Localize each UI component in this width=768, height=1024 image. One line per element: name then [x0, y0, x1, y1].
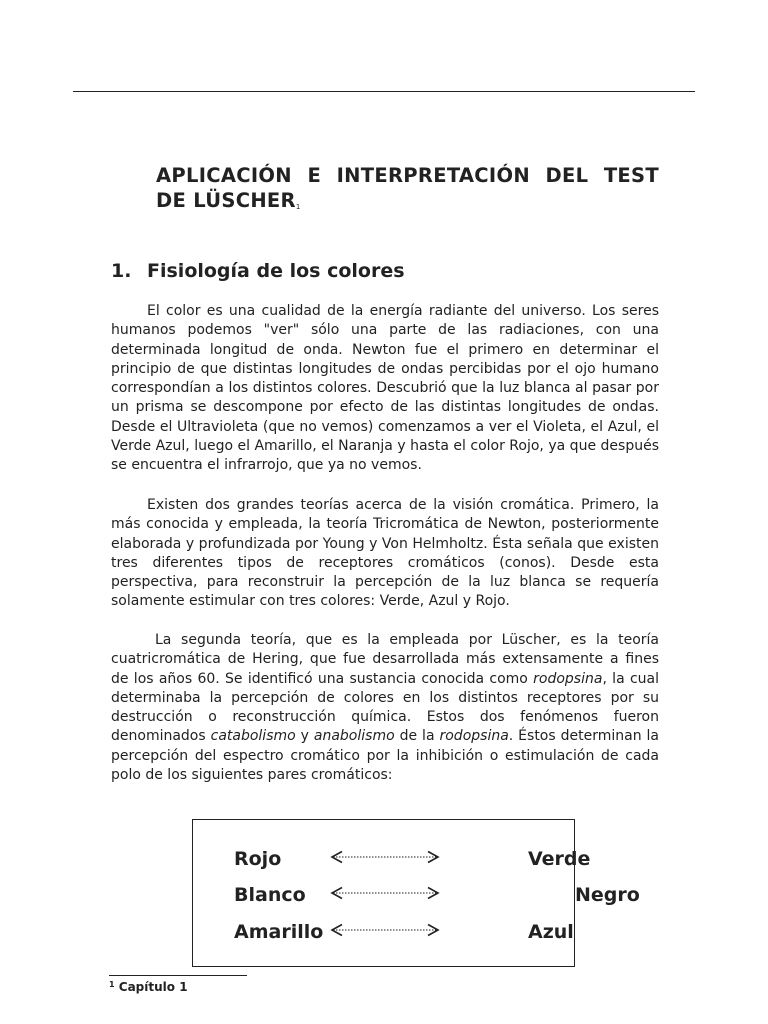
pair-2-left: Blanco [234, 884, 306, 906]
paragraph-3-text: de la [394, 728, 440, 745]
footnote-rule [109, 975, 247, 976]
double-arrow-icon [330, 886, 440, 900]
pair-1-right: Verde [528, 848, 591, 870]
paragraph-3-text: y [295, 728, 314, 745]
paragraph-3-text: , la cual determinaba la percepción de colores en los distintos receptores por su destrucción o reconstrucción química. Estos dos fenómenos fueron denominados [111, 670, 659, 745]
double-arrow-icon [330, 850, 440, 864]
double-arrow-icon [330, 923, 440, 937]
paragraph-3 [111, 631, 659, 785]
section-number: 1. [111, 260, 132, 282]
paragraph-3-text: . Éstos determinan la percepción del espectro cromático por la inhibición o estimulación de cada polo de los siguientes pares cromáticos: [111, 728, 659, 784]
header-rule [73, 91, 695, 92]
footnote-ref: 1 [109, 980, 115, 989]
footnote-text: Capítulo 1 [118, 980, 188, 994]
italic-term: rodopsina [533, 670, 603, 687]
italic-term: rodopsina [439, 728, 509, 745]
title-footnote-ref: 1 [295, 203, 301, 211]
document-title-text: APLICACIÓN E INTERPRETACIÓN DEL TEST DE LÜSCHER [156, 164, 659, 212]
italic-term: catabolismo [210, 728, 296, 745]
paragraph-2: Existen dos grandes teorías acerca de la visión cromática. Primero, la más conocida y empleada, la teoría Tricromática de Newton, posteriormente elaborada y profundizada por Young y Von Helmholtz. Ésta señala que existen tres diferentes tipos de receptores cromáticos (conos). Desde esta perspectiva, para reconstruir la percepción de la luz blanca se requería solamente estimular con tres colores: Verde, Azul y Rojo. [111, 497, 659, 610]
paragraph-1: El color es una cualidad de la energía radiante del universo. Los seres humanos podemos "ver" sólo una parte de las radiaciones, con una determinada longitud de onda. Newton fue el primero en determinar el principio de que distintas longitudes de ondas percibidas por el ojo humano correspondían a los distintos colores. Descubrió que la luz blanca al pasar por un prisma se descompone por efecto de las distintas longitudes de ondas. Desde el Ultravioleta (que no vemos) comenzamos a ver el Violeta, el Azul, el Verde Azul, luego el Amarillo, el Naranja y hasta el color Rojo, ya que después se encuentra el infrarrojo, que ya no vemos. [111, 303, 659, 474]
pair-1-left: Rojo [234, 848, 282, 870]
pair-3-left: Amarillo [234, 921, 324, 943]
section-heading [111, 258, 405, 284]
footnote [109, 979, 188, 997]
pair-2-right: Negro [575, 884, 640, 906]
pair-3-right: Azul [528, 921, 574, 943]
italic-term: anabolismo [313, 728, 395, 745]
section-title: Fisiología de los colores [147, 260, 405, 282]
paragraph-3-text: La segunda teoría, que es la empleada por Lüscher, es la teoría cuatricromática de Hering, que fue desarrollada más extensamente a fines de los años 60. Se identificó una sustancia conocida como [111, 632, 659, 687]
document-title [156, 163, 659, 218]
